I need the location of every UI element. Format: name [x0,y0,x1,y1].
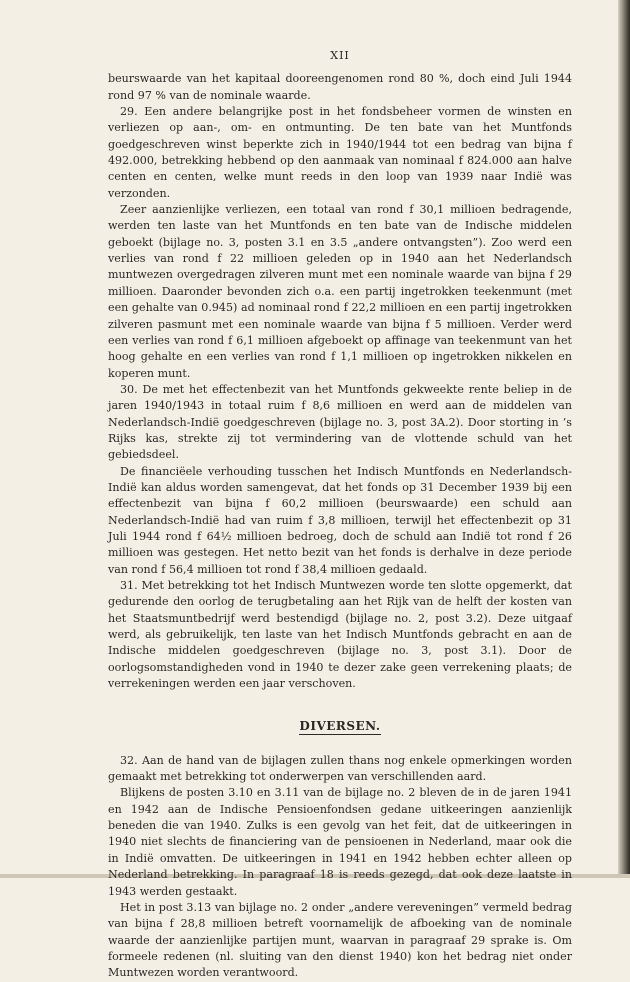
page-number: XII [330,49,350,62]
paragraph-30: 30. De met het effectenbezit van het Muntfonds gekweekte rente beliep in de jaren 1940/1943 in totaal ruim f 8,6 millioen en werd aan de middelen van Nederlandsch-Indië goedgeschreven (bijlage no. 3, post 3A.2). Door storting in ’s Rijks kas, strekte zij tot vermindering van de vlottende schuld van het gebiedsdeel. [108,382,572,462]
section-heading-text: DIVERSEN. [299,719,381,734]
paragraph-29-losses: Zeer aanzienlijke verliezen, een totaal van rond f 30,1 millioen bedragende, werden ten laste van het Muntfonds en ten bate van de Indische middelen geboekt (bijlage no. 3, posten 3.1 en 3.5 „andere ontvangsten”). Zoo werd een verlies van rond f 22 millioen geleden op in 1940 aan het Nederlandsch muntwezen overgedragen zilveren munt met een nominale waarde van bijna f 29 millioen. Daaronder bevonden zich o.a. een partij ingetrokken teekenmunt (met een gehalte van 0.945) ad nominaal rond f 22,2 millioen en een partij ingetrokken zilveren pasmunt met een nominale waarde van bijna f 5 millioen. Verder werd een verlies van rond f 6,1 millioen afgeboekt op affinage van teekenmunt van het hoog gehalte en een verlies van rond f 1,1 millioen op ingetrokken nikkelen en koperen munt. [108,203,572,380]
paragraph-continuation: beurswaarde van het kapitaal dooreengenomen rond 80 %, doch eind Juli 1944 rond 97 % van de nominale waarde. [108,72,572,102]
page-text [108,48,572,982]
paragraph-32: 32. Aan de hand van de bijlagen zullen thans nog enkele opmerkingen worden gemaakt met betrekking tot onderwerpen van verschillenden aard. [108,753,572,784]
paragraph-29: 29. Een andere belangrijke post in het fondsbeheer vormen de winsten en verliezen op aan-, om- en ontmunting. De ten bate van het Muntfonds goedgeschreven winst beperkte zich in 1940/1944 tot een bedrag van bijna f 492.000, betrekking hebbend op den aanmaak van nominaal f 824.000 aan halve centen en centen, welke munt reeds in den loop van 1939 naar Indië was verzonden. [108,105,572,200]
paragraph-32-vereveningen: Het in post 3.13 van bijlage no. 2 onder „andere vereveningen” vermeld bedrag van bijna f 28,8 millioen betreft voornamelijk de afboeking van de nominale waarde der aanzienlijke partijen munt, waarvan in paragraaf 29 sprake is. Om formeele redenen (nl. sluiting van den dienst 1940) kon het bedrag niet onder Muntwezen worden verantwoord. [108,900,572,980]
section-heading [108,718,572,734]
page-edge-shadow [618,0,630,878]
paragraph-32-pensions: Blijkens de posten 3.10 en 3.11 van de bijlage no. 2 bleven de in de jaren 1941 en 1942 aan de Indische Pensioenfondsen gedane uitkeeringen aanzienlijk beneden die van 1940. Zulks is een gevolg van het feit, dat de uitkeeringen in 1940 niet slechts de financiering van de pensioenen in Nederland, maar ook die in Indië omvatten. De uitkeeringen in 1941 en 1942 hebben echter alleen op Nederland betrekking. In paragraaf 18 is reeds gezegd, dat ook deze laatste in 1943 werden gestaakt. [108,786,572,898]
paragraph-31: 31. Met betrekking tot het Indisch Muntwezen worde ten slotte opgemerkt, dat gedurende den oorlog de terugbetaling aan het Rijk van de helft der kosten van het Staatsmuntbedrijf werd bestendigd (bijlage no. 2, post 3.2). Deze uitgaaf werd, als gebruikelijk, ten laste van het Indisch Muntfonds gebracht en aan de Indische middelen goedgeschreven (bijlage no. 3, post 3.1). Door de oorlogsomstandigheden vond in 1940 te dezer zake geen verrekening plaats; de verrekeningen werden een jaar verschoven. [108,579,572,691]
paragraph-30-summary: De financiëele verhouding tusschen het Indisch Muntfonds en Nederlandsch-Indië kan aldus worden samengevat, dat het fonds op 31 December 1939 bij een effectenbezit van bijna f 60,2 millioen (beurswaarde) een schuld aan Nederlandsch-Indië had van ruim f 3,8 millioen, terwijl het effectenbezit op 31 Juli 1944 rond f 64½ millioen bedroeg, doch de schuld aan Indië tot rond f 26 millioen was gestegen. Het netto bezit van het fonds is derhalve in deze periode van rond f 56,4 millioen tot rond f 38,4 millioen gedaald. [108,464,572,576]
